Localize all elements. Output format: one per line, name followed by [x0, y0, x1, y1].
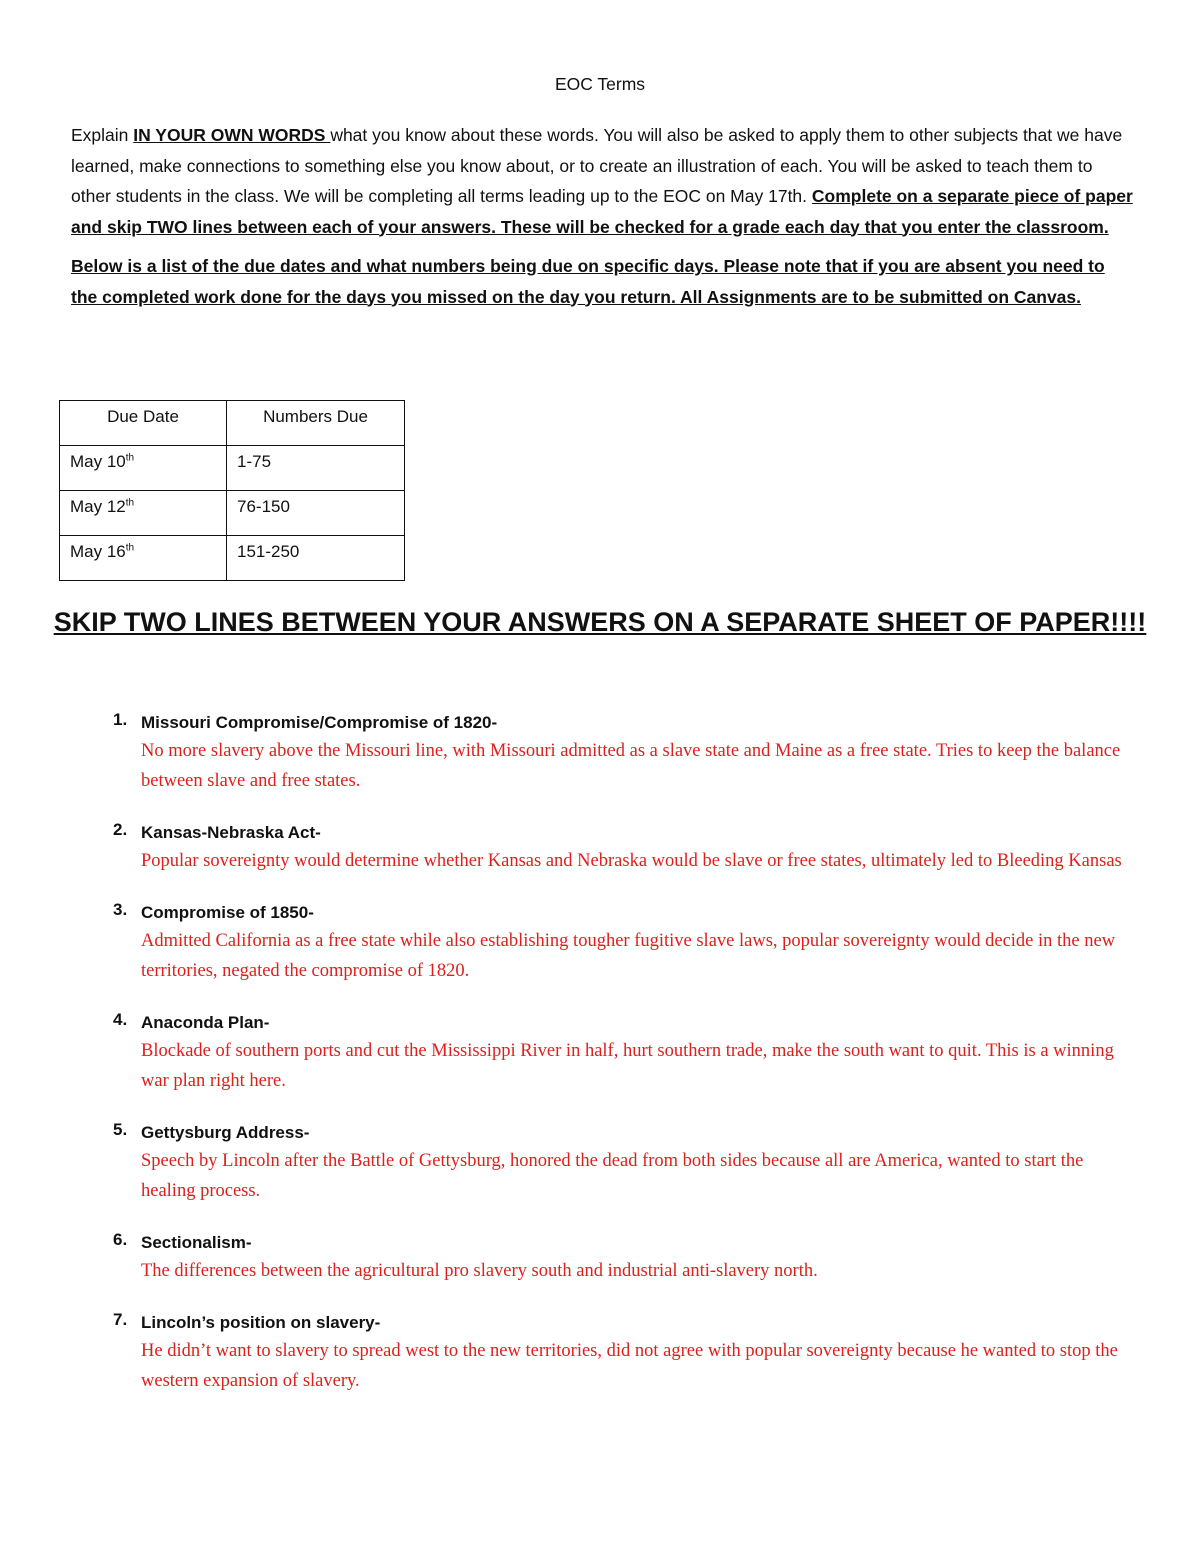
- term-answer: Blockade of southern ports and cut the Mississippi River in half, hurt southern trade, make the south want to quit. This is a winning war plan right here.: [141, 1041, 1114, 1091]
- list-item: [113, 1310, 1131, 1396]
- list-item: [113, 1230, 1131, 1286]
- term-number: 2.: [113, 820, 128, 839]
- term-heading: Lincoln’s position on slavery-: [141, 1313, 381, 1332]
- term-answer: Speech by Lincoln after the Battle of Gettysburg, honored the dead from both sides because all are America, wanted to start the healing process.: [141, 1151, 1084, 1201]
- term-number: 7.: [113, 1310, 128, 1329]
- due-notice: Below is a list of the due dates and what numbers being due on specific days. Please note that if you are absent you need to the completed work done for the days you missed on the day you return. All Assignments are to be submitted on Canvas.: [71, 256, 1105, 307]
- date-suffix: th: [125, 497, 135, 509]
- list-item: [113, 1010, 1131, 1096]
- intro-section: [71, 120, 1133, 312]
- due-date: May 16: [70, 542, 126, 561]
- term-number: 1.: [113, 710, 128, 729]
- term-heading: Compromise of 1850-: [141, 903, 314, 922]
- term-number: 3.: [113, 900, 128, 919]
- list-item: [113, 820, 1131, 876]
- numbers-due-cell: 151-250: [227, 536, 405, 581]
- term-heading: Sectionalism-: [141, 1233, 252, 1252]
- skip-lines-banner: SKIP TWO LINES BETWEEN YOUR ANSWERS ON A SEPARATE SHEET OF PAPER!!!!: [53, 607, 1147, 637]
- due-date-cell: [60, 491, 227, 536]
- term-answer: No more slavery above the Missouri line, with Missouri admitted as a slave state and Maine as a free state. Tries to keep the balance between slave and free states.: [141, 741, 1121, 791]
- table-header-row: [60, 401, 405, 446]
- due-date-cell: [60, 446, 227, 491]
- term-heading: Kansas-Nebraska Act-: [141, 823, 321, 842]
- intro-instruction: Complete on a separate piece of paper and skip TWO lines between each of your answers. These will be checked for a grade each day that you enter the classroom.: [71, 186, 1133, 237]
- header-due-date: Due Date: [60, 401, 227, 446]
- term-number: 6.: [113, 1230, 128, 1249]
- numbers-due-cell: 76-150: [227, 491, 405, 536]
- document-title: EOC Terms: [554, 74, 646, 94]
- term-answer: Popular sovereignty would determine whether Kansas and Nebraska would be slave or free states, ultimately led to Bleeding Kansas: [141, 851, 1122, 871]
- intro-emphasis: IN YOUR OWN WORDS: [133, 125, 331, 145]
- due-date: May 10: [70, 452, 126, 471]
- date-suffix: th: [125, 452, 135, 464]
- due-dates-table: [59, 400, 405, 581]
- table-row: [60, 536, 405, 581]
- due-date-cell: [60, 536, 227, 581]
- term-answer: Admitted California as a free state while also establishing tougher fugitive slave laws, popular sovereignty would decide in the new territories, negated the compromise of 1820.: [141, 931, 1116, 981]
- due-date: May 12: [70, 497, 126, 516]
- term-heading: Anaconda Plan-: [141, 1013, 270, 1032]
- term-number: 4.: [113, 1010, 128, 1029]
- term-answer: He didn’t want to slavery to spread west to the new territories, did not agree with popular sovereignty because he wanted to stop the western expansion of slavery.: [141, 1341, 1118, 1391]
- term-answer: The differences between the agricultural pro slavery south and industrial anti-slavery north.: [141, 1261, 818, 1281]
- intro-paragraph: [71, 120, 1133, 242]
- header-numbers-due: Numbers Due: [227, 401, 405, 446]
- term-heading: Missouri Compromise/Compromise of 1820-: [141, 713, 498, 732]
- list-item: [113, 710, 1131, 796]
- list-item: [113, 900, 1131, 986]
- numbers-due-cell: 1-75: [227, 446, 405, 491]
- intro-lead: Explain: [71, 125, 134, 145]
- intro-body: what you know about these words. You will also be asked to apply them to other subjects that we have learned, make connections to something else you know about, or to create an illustration of each. You will be asked to teach them to other students in the class. We will be completing all terms leading up to the EOC on May 17th.: [71, 125, 1123, 206]
- term-number: 5.: [113, 1120, 128, 1139]
- table-row: [60, 446, 405, 491]
- term-heading: Gettysburg Address-: [141, 1123, 310, 1142]
- table-row: [60, 491, 405, 536]
- list-item: [113, 1120, 1131, 1206]
- terms-list: [113, 710, 1131, 1420]
- date-suffix: th: [125, 542, 135, 554]
